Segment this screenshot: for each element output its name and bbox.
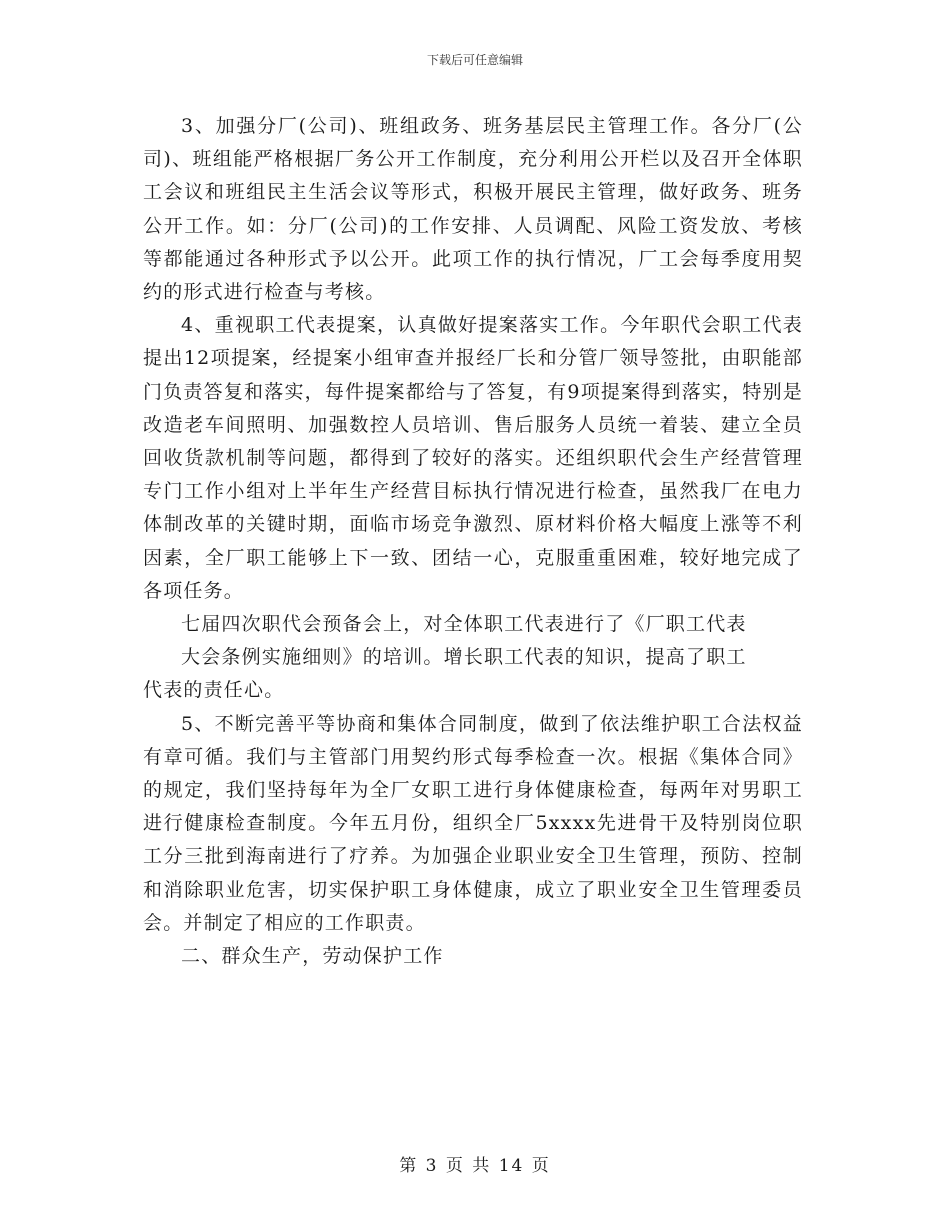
paragraph-training <box>143 608 803 708</box>
paragraph-item-5: 5、不断完善平等协商和集体合同制度，做到了依法维护职工合法权益有章可循。我们与主管部门用契约形式每季检查一次。根据《集体合同》的规定，我们坚持每年为全厂女职工进行身体健康检查，每两年对男职工进行健康检查制度。今年五月份，组织全厂5xxxx先进骨干及特别岗位职工分三批到海南进行了疗养。为加强企业职业安全卫生管理，预防、控制和消除职业危害，切实保护职工身体健康，成立了职业安全卫生管理委员会。并制定了相应的工作职责。 <box>143 712 803 934</box>
paragraph-item-4: 4、重视职工代表提案，认真做好提案落实工作。今年职代会职工代表提出12项提案，经提案小组审查并报经厂长和分管厂领导签批，由职能部门负责答复和落实，每件提案都给与了答复，有9项提案得到落实，特别是改造老车间照明、加强数控人员培训、售后服务人员统一着装、建立全员回收货款机制等问题，都得到了较好的落实。还组织职代会生产经营管理专门工作小组对上半年生产经营目标执行情况进行检查，虽然我厂在电力体制改革的关键时期，面临市场竞争激烈、原材料价格大幅度上涨等不利因素，全厂职工能够上下一致、团结一心，克服重重困难，较好地完成了各项任务。 <box>143 314 803 602</box>
section-heading-2: 二、群众生产，劳动保护工作 <box>181 945 444 968</box>
document-body <box>143 110 803 973</box>
paragraph-training-line-2: 大会条例实施细则》的培训。增长职工代表的知识，提高了职工 <box>181 646 747 669</box>
page-header-note: 下载后可任意编辑 <box>426 53 523 67</box>
paragraph-training-line-3: 代表的责任心。 <box>143 679 285 702</box>
page-number-footer: 第 3 页 共 14 页 <box>399 1156 551 1176</box>
paragraph-training-line-1: 七届四次职代会预备会上，对全体职工代表进行了《厂职工代表 <box>181 613 747 636</box>
paragraph-item-3: 3、加强分厂(公司)、班组政务、班务基层民主管理工作。各分厂(公司)、班组能严格根据厂务公开工作制度，充分利用公开栏以及召开全体职工会议和班组民主生活会议等形式，积极开展民主管理，做好政务、班务公开工作。如：分厂(公司)的工作安排、人员调配、风险工资发放、考核等都能通过各种形式予以公开。此项工作的执行情况，厂工会每季度用契约的形式进行检查与考核。 <box>143 115 803 304</box>
